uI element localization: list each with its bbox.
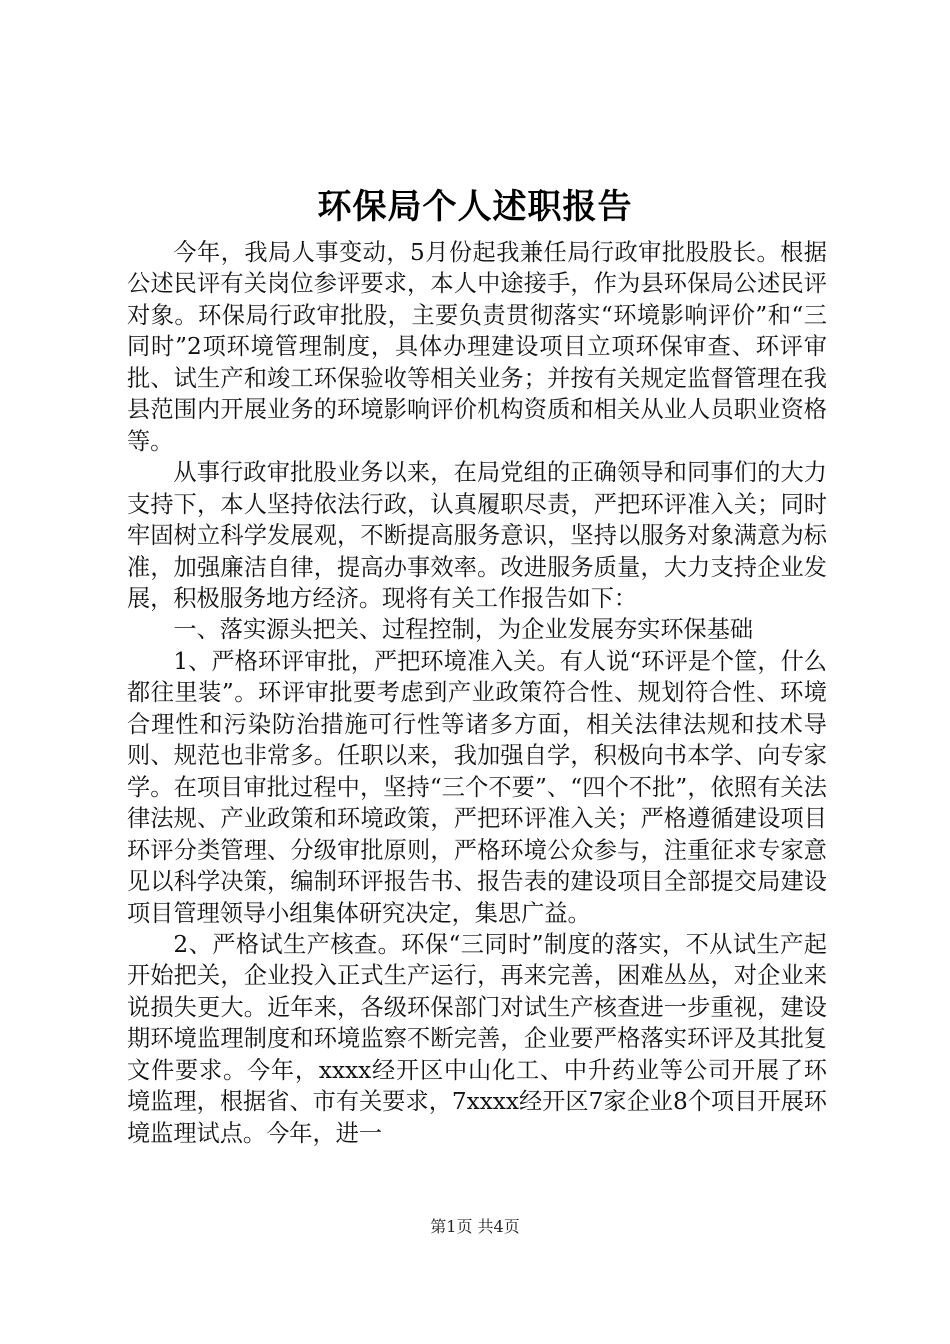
section-heading-1: 一、落实源头把关、过程控制，为企业发展夯实环保基础 xyxy=(173,616,754,644)
paragraph-item-1: 1、严格环评审批，严把环境准入关。有人说“环评是个筐，什么都往里装”。环评审批要考虑到产业政策符合性、规划符合性、环境合理性和污染防治措施可行性等诸多方面，相关法律法规和技术导则、规范也非常多。任职以来，我加强自学，积极向书本学、向专家学。在项目审批过程中，坚持“三个不要”、“四个不批”，依照有关法律法规、产业政策和环境政策，严把环评准入关；严格遵循建设项目环评分类管理、分级审批原则，严格环境公众参与，注重征求专家意见以科学决策，编制环评报告书、报告表的建设项目全部提交局建设项目管理领导小组集体研究决定，集思广益。 xyxy=(127,647,827,927)
paragraph-item-2: 2、严格试生产核查。环保“三同时”制度的落实，不从试生产起开始把关，企业投入正式生产运行，再来完善，困难丛丛，对企业来说损失更大。近年来，各级环保部门对试生产核查进一步重视，建设期环境监理制度和环境监察不断完善，企业要严格落实环评及其批复文件要求。今年，xxxx经开区中山化工、中升药业等公司开展了环境监理，根据省、市有关要求，7xxxx经开区7家企业8个项目开展环境监理试点。今年，进一 xyxy=(127,930,827,1147)
paragraph-overview: 从事行政审批股业务以来，在局党组的正确领导和同事们的大力支持下，本人坚持依法行政，认真履职尽责，严把环评准入关；同时牢固树立科学发展观，不断提高服务意识，坚持以服务对象满意为标准，加强廉洁自律，提高办事效率。改进服务质量，大力支持企业发展，积极服务地方经济。现将有关工作报告如下： xyxy=(127,459,827,612)
document-body xyxy=(127,237,827,1149)
paragraph-intro: 今年，我局人事变动，5月份起我兼任局行政审批股股长。根据公述民评有关岗位参评要求，本人中途接手，作为县环保局公述民评对象。环保局行政审批股，主要负责贯彻落实“环境影响评价”和“三同时”2项环境管理制度，具体办理建设项目立项环保审查、环评审批、试生产和竣工环保验收等相关业务；并按有关规定监督管理在我县范围内开展业务的环境影响评价机构资质和相关从业人员职业资格等。 xyxy=(127,239,827,455)
page-number-footer: 第1页 共4页 xyxy=(430,1217,520,1236)
document-title: 环保局个人述职报告 xyxy=(317,187,633,227)
